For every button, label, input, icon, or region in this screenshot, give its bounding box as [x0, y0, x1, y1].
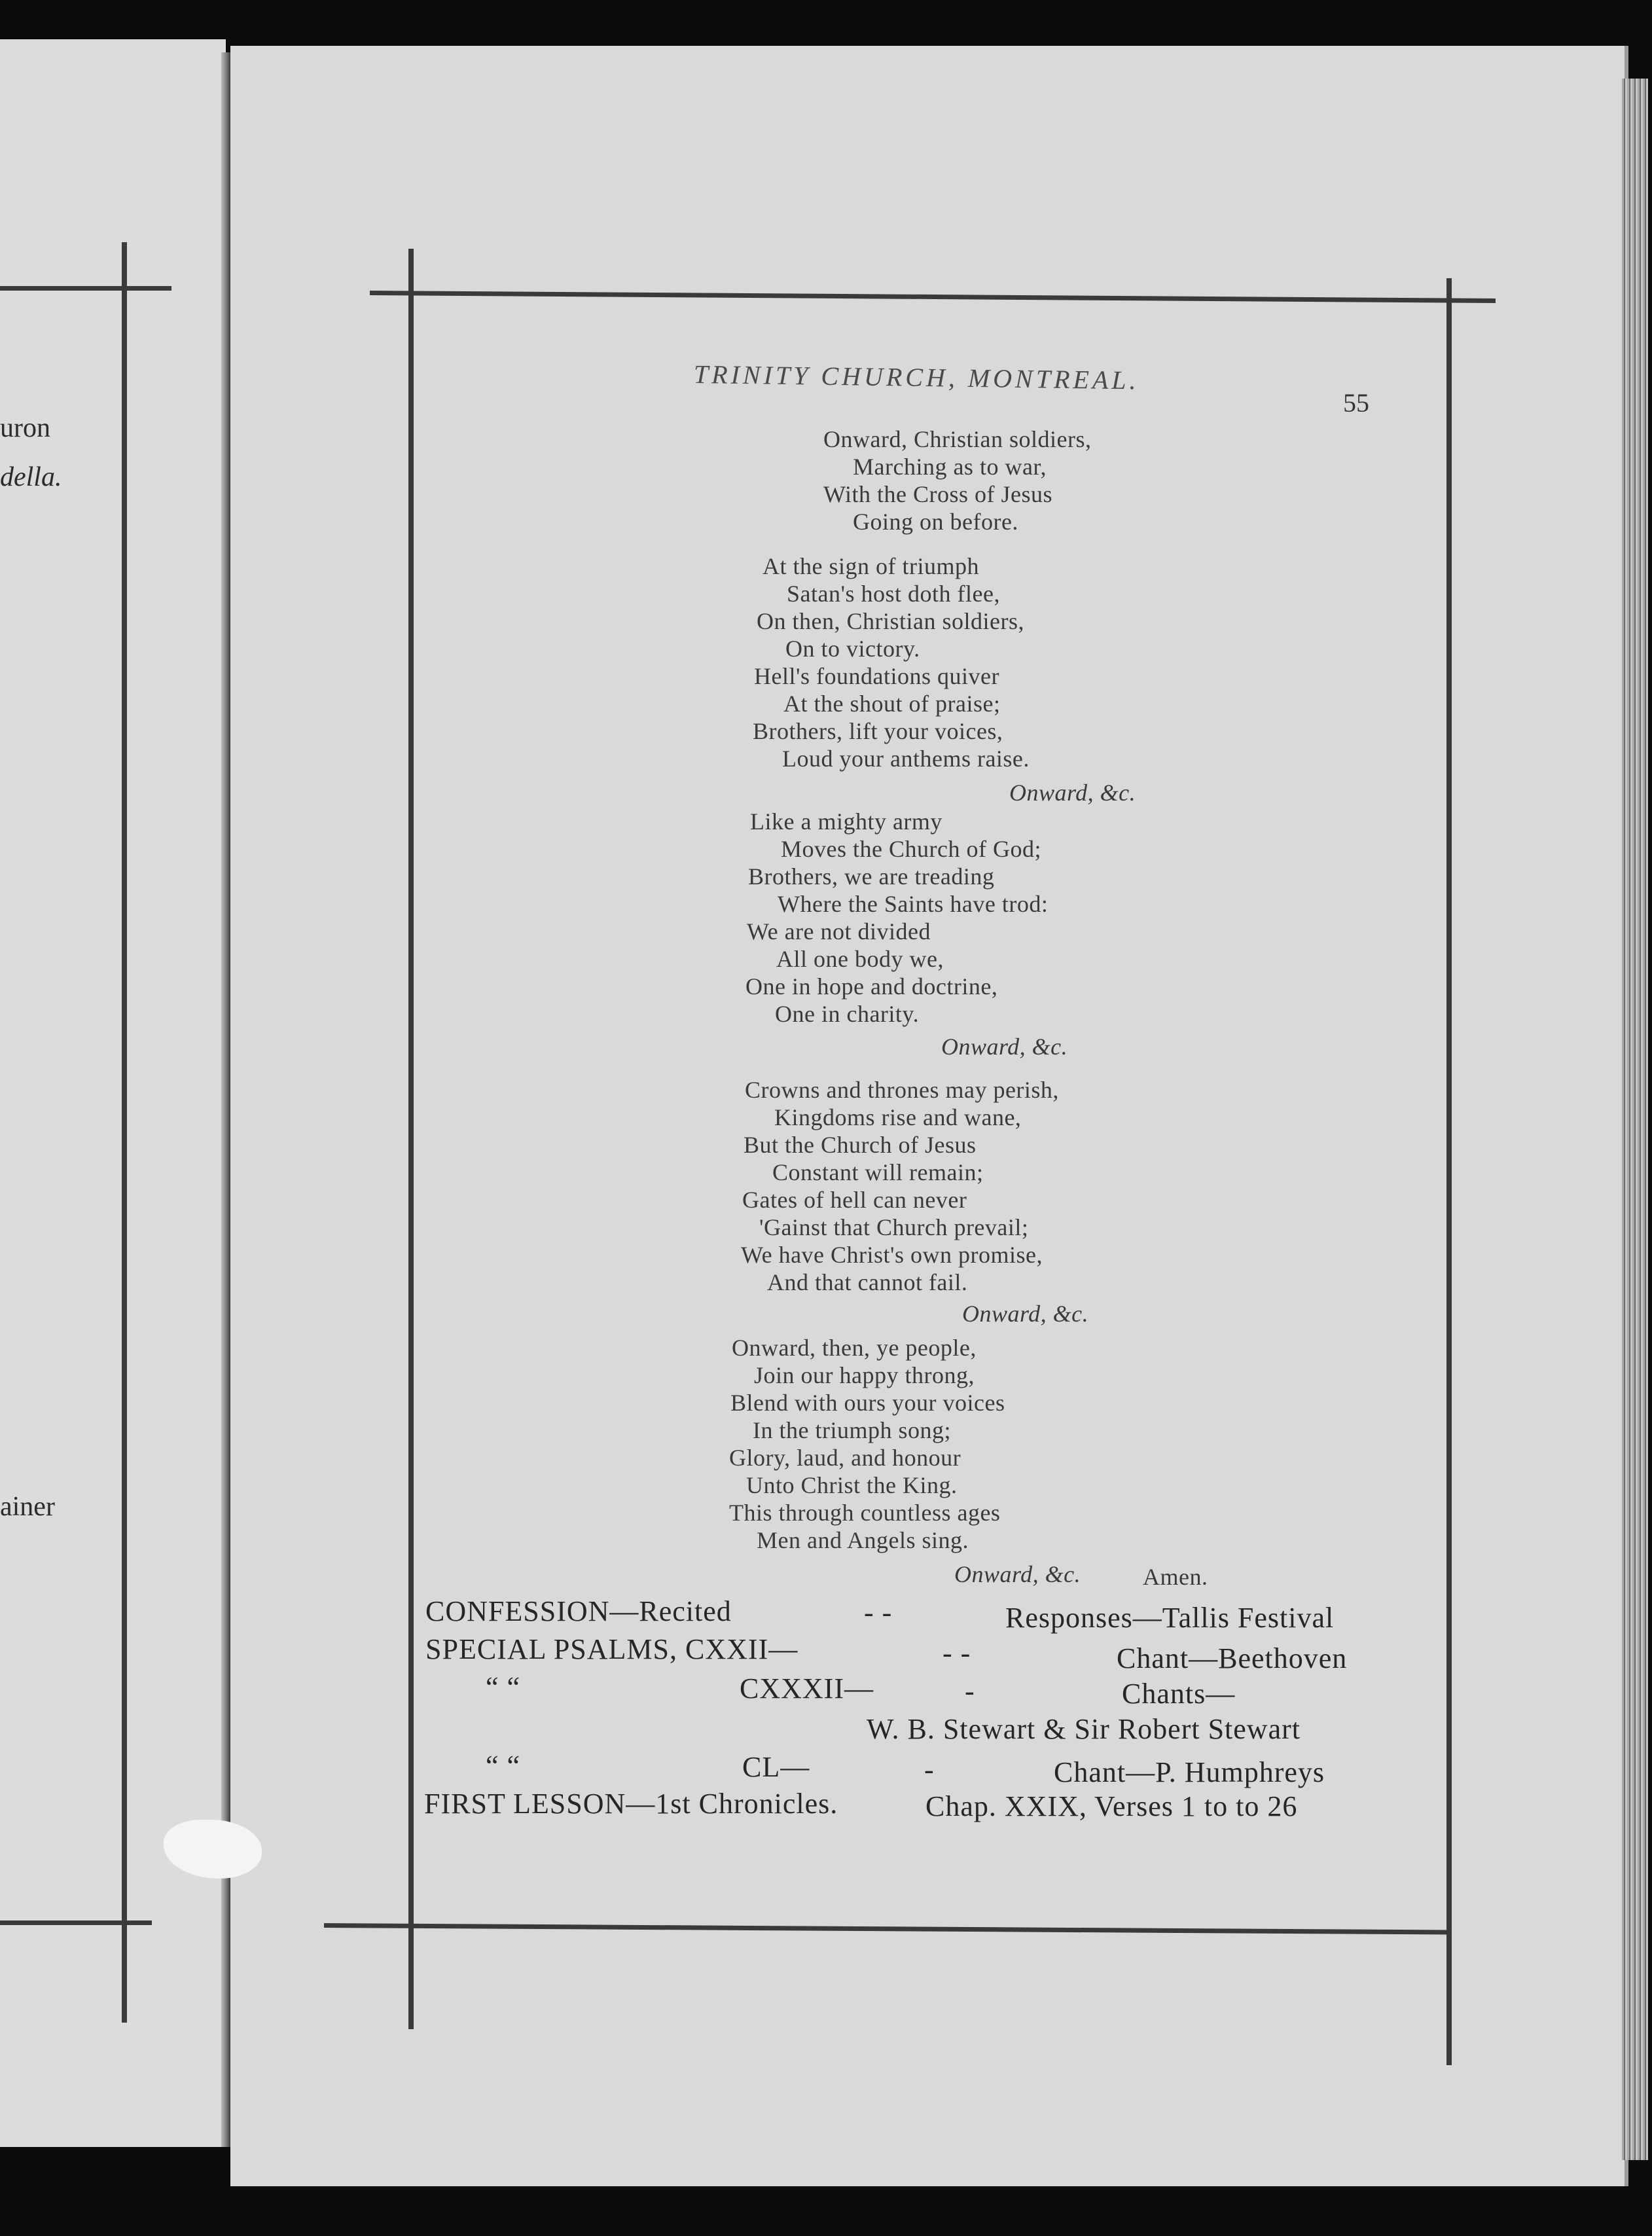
hymn-line: In the triumph song;	[753, 1417, 951, 1443]
hymn-line: On then, Christian soldiers,	[757, 608, 1024, 634]
bottom-rule	[324, 1923, 1450, 1935]
page-number: 55	[1343, 388, 1369, 418]
running-head: TRINITY CHURCH, MONTREAL.	[693, 359, 1140, 395]
hymn-line: At the shout of praise;	[783, 691, 1001, 717]
first-lesson-reference: Chap. XXIX, Verses 1 to to 26	[925, 1790, 1298, 1822]
left-page-top-rule	[0, 286, 171, 291]
psalm-122-setting: Chant—Beethoven	[1117, 1642, 1348, 1674]
confession-setting: Responses—Tallis Festival	[1005, 1602, 1335, 1634]
hymn-line: Crowns and thrones may perish,	[745, 1077, 1059, 1103]
hymn-line: And that cannot fail.	[767, 1269, 968, 1295]
hymn-line: Satan's host doth flee,	[787, 581, 1000, 607]
hymn-line: Men and Angels sing.	[757, 1527, 969, 1553]
hymn-line: We are not divided	[747, 918, 931, 945]
amen: Amen.	[1143, 1564, 1208, 1590]
hymn-line: Gates of hell can never	[742, 1187, 967, 1213]
psalm-150-setting: Chant—P. Humphreys	[1054, 1756, 1325, 1788]
hymn-line: This through countless ages	[729, 1500, 1001, 1526]
psalm-132-composers: W. B. Stewart & Sir Robert Stewart	[867, 1713, 1301, 1745]
psalm-150: CL—	[742, 1751, 810, 1783]
psalm-132: CXXXII—	[740, 1672, 874, 1704]
hymn-line: Glory, laud, and honour	[729, 1445, 961, 1471]
refrain-cue: Onward, &c.	[962, 1301, 1089, 1327]
service-item-special-psalms: SPECIAL PSALMS, CXXII—	[425, 1633, 799, 1665]
service-item-first-lesson: FIRST LESSON—1st Chronicles.	[424, 1788, 838, 1820]
ditto-marks: “ “	[486, 1671, 521, 1703]
leader-dashes: - -	[943, 1637, 971, 1669]
ditto-marks: “ “	[486, 1750, 521, 1782]
hymn-line: Constant will remain;	[772, 1159, 984, 1185]
hymn-line: Moves the Church of God;	[781, 836, 1041, 862]
hymn-line: But the Church of Jesus	[744, 1132, 977, 1158]
refrain-cue: Onward, &c.	[941, 1034, 1068, 1060]
hymn-line: Unto Christ the King.	[746, 1472, 958, 1498]
left-page-vertical-rule	[122, 242, 127, 2023]
hymn-line: 'Gainst that Church prevail;	[759, 1214, 1029, 1240]
hymn-line: Onward, Christian soldiers,	[823, 426, 1092, 452]
hymn-line: Join our happy throng,	[754, 1362, 975, 1388]
refrain-cue: Onward, &c.	[954, 1561, 1081, 1587]
top-rule	[370, 291, 1496, 303]
leader-dashes: -	[924, 1754, 935, 1786]
psalm-132-setting: Chants—	[1122, 1678, 1236, 1710]
hymn-line: Onward, then, ye people,	[732, 1335, 977, 1361]
refrain-cue: Onward, &c.	[1009, 780, 1136, 806]
hymn-line: Brothers, we are treading	[748, 863, 995, 890]
hymn-line: One in charity.	[775, 1001, 920, 1027]
left-page-fragment-3: ainer	[0, 1492, 55, 1522]
leader-dashes: -	[965, 1675, 975, 1707]
hymn-line: Brothers, lift your voices,	[753, 718, 1003, 744]
left-page-bottom-rule	[0, 1920, 152, 1925]
left-page-fragment-2: della.	[0, 462, 62, 492]
hymn-line: Marching as to war,	[853, 454, 1047, 480]
hymn-line: All one body we,	[776, 946, 944, 972]
service-item-confession: CONFESSION—Recited	[425, 1595, 732, 1627]
hymn-line: Where the Saints have trod:	[778, 891, 1049, 917]
right-vertical-rule	[1446, 278, 1452, 2065]
hymn-line: On to victory.	[785, 636, 920, 662]
hymn-line: Kingdoms rise and wane,	[774, 1104, 1022, 1130]
hymn-line: At the sign of triumph	[763, 553, 979, 579]
leader-dashes: - -	[864, 1596, 893, 1629]
hymn-line: Like a mighty army	[750, 808, 943, 835]
hymn-line: We have Christ's own promise,	[741, 1242, 1043, 1268]
hymn-line: One in hope and doctrine,	[745, 973, 998, 1000]
left-vertical-rule	[408, 249, 414, 2029]
hymn-line: Blend with ours your voices	[730, 1390, 1005, 1416]
left-page-fragment-1: uron	[0, 413, 50, 443]
hymn-line: Loud your anthems raise.	[782, 746, 1030, 772]
hymn-line: With the Cross of Jesus	[823, 481, 1053, 507]
page-edges	[1622, 79, 1648, 2160]
hymn-line: Going on before.	[853, 509, 1018, 535]
hymn-line: Hell's foundations quiver	[754, 663, 999, 689]
